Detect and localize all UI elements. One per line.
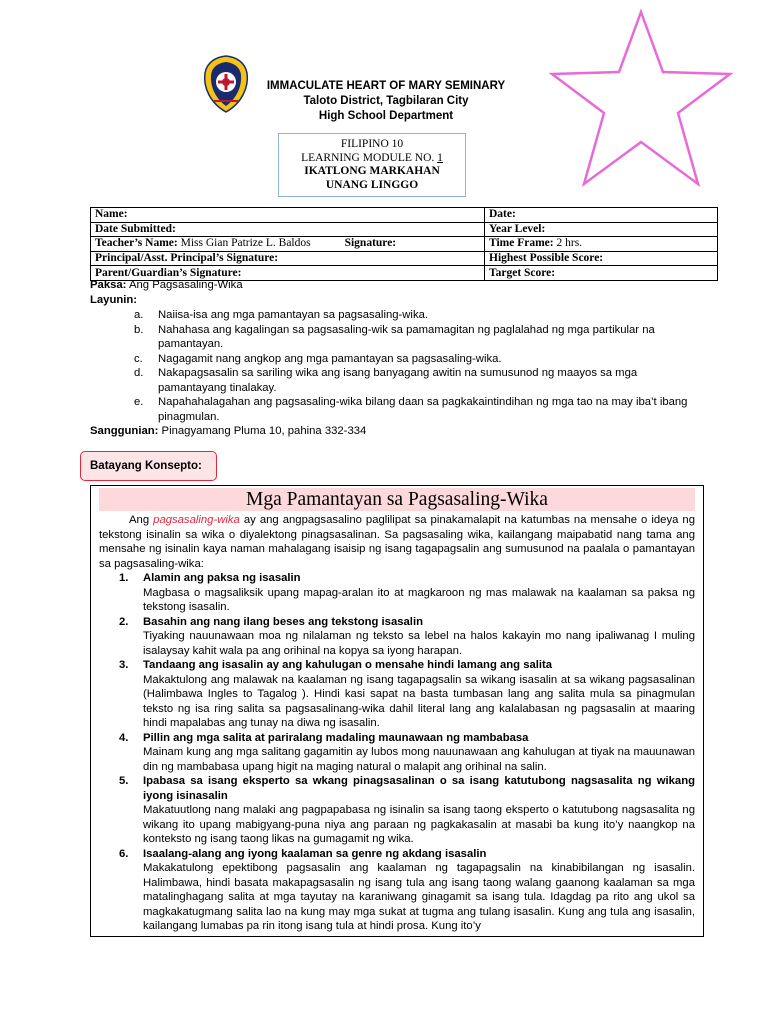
topic-value: Ang Pagsasaling-Wika [126,279,243,291]
item-title: Tandaang ang isasalin ay ang kahulugan o mensahe hindi lamang ang salita [143,659,553,671]
objective-text: Nahahasa ang kagalingan sa pagsasaling-wik sa pamamagitan ng paglalahad ng mga partikular na pamantayan. [158,323,655,350]
objectives-label: Layunin: [90,293,138,306]
name-field[interactable]: Name: [91,208,485,223]
objective-letter: b. [134,323,144,336]
item-number: 2. [119,615,129,628]
intro-rest: ay ang angpagsasalino paglilipat sa pinakamalapit na katumbas na mensahe o ideya ng tekstong isinalin sa wika o diyalektong pinagsasalinan. Sa pagsasaling wika, kailangang maipabatid nang tama ang mensahe ng isinalin kaya naman mahalagang isaisip ng isang tagapagsalin ang sumusunod na paalala o pamantayan sa pagsasaling-wika: [99,514,695,570]
reference-value: Pinagyamang Pluma 10, pahina 332-334 [158,425,367,437]
objective-letter: a. [134,309,144,321]
list-item [99,658,695,731]
date-field[interactable]: Date: [485,208,718,223]
item-title: Alamin ang paksa ng isasalin [143,572,301,584]
intro-highlight: pagsasaling-wika [153,514,240,526]
item-text: Tiyaking nauunawaan moa ng nilalaman ng teksto sa lebel na halos kakayin mo nang ipaliwanag I muling isalaysay kahit wala pa ang orihinal na kopya sa iyong harapan. [143,630,695,657]
school-header [250,79,522,124]
item-title: Basahin ang nang ilang beses ang tekstong isasalin [143,615,423,628]
item-number: 6. [119,847,129,860]
lesson-info [90,278,700,439]
item-text: Makatuutlong nang malaki ang pagpapabasa ng isinalin sa isang taong eksperto o katutubong nagsasalita ng wikang ito upang mabigyang-puna niya ang paraan ng pagkakasalin at masabi ba kung ito’y naangkop na konteksto ng isang taong likas na gumagamit ng wika. [143,804,695,845]
principal-signature-field[interactable]: Principal/Asst. Principal’s Signature: [91,251,485,266]
module-box [278,133,466,197]
objective-text: Napahahalagahan ang pagsasaling-wika bilang daan sa pagkakaintindihan ng mga tao na may iba’t ibang pinagmulan. [158,396,688,423]
teacher-name-field[interactable] [91,237,485,252]
date-submitted-field[interactable]: Date Submitted: [91,222,485,237]
list-item [90,395,700,424]
list-item [90,308,700,323]
topic-line [90,278,700,293]
list-item [99,615,695,659]
list-item [99,731,695,775]
school-seal-icon [202,55,250,113]
list-item [90,323,700,352]
concept-intro [99,513,695,571]
info-table [90,207,718,281]
objectives-list [90,308,700,424]
module-prefix: LEARNING MODULE NO. [301,151,438,164]
reference-line [90,424,700,439]
objective-letter: c. [134,352,143,365]
concept-title: Mga Pamantayan sa Pagsasaling-Wika [99,488,695,511]
table-row [91,222,718,237]
objective-letter: e. [134,396,144,408]
item-text: Makaktulong ang malawak na kaalaman ng isang tagapagsalin sa wikang isasalin at sa wikang pagsasalinan (Halimbawa Ingles to Tagalog ). Hindi kasi sapat na basta tumbasan lang ang salita mula sa pinagmulan teksto ng isa ring salita sa pagsasalinang-wika dahil literal lang ang kalalabasan ng pagsasalin at maaring hindi mapalabas ang tunay na diwa ng isasalin. [143,673,695,729]
star-outline-icon [548,8,734,192]
year-level-field[interactable]: Year Level: [485,222,718,237]
list-item [90,352,700,367]
time-frame-field[interactable] [485,237,718,252]
module-number: 1 [437,151,443,164]
school-name: IMMACULATE HEART OF MARY SEMINARY [266,80,506,92]
school-department: High School Department [318,110,454,122]
time-frame-label: Time Frame: [489,237,554,250]
objective-text: Nagagamit nang angkop ang mga pamantayan sa pagsasaling-wika. [158,352,502,365]
teacher-label: Teacher’s Name: [95,237,178,250]
table-row [91,251,718,266]
objective-text: Naiisa-isa ang mga pamantayan sa pagsasaling-wika. [158,309,429,321]
item-text: Magbasa o magsaliksik upang mapag-aralan ito at magkaroon ng mas malawak na kaalaman sa paksa ng tekstong isasalin. [143,586,695,613]
table-row [91,208,718,223]
topic-label: Paksa: [90,279,127,291]
table-row [91,237,718,252]
signature-label: Signature: [344,237,397,250]
objective-letter: d. [134,367,144,379]
item-title: Isaalang-alang ang iyong kaalaman sa genre ng akdang isasalin [143,847,487,860]
item-number: 1. [119,572,129,584]
teacher-value: Miss Gian Patrize L. Baldos [177,237,311,250]
concept-box [90,485,704,937]
item-number: 3. [119,659,129,671]
target-score-field[interactable]: Target Score: [485,266,718,281]
highest-score-field[interactable]: Highest Possible Score: [485,251,718,266]
reference-label: Sanggunian: [90,425,159,437]
list-item [99,571,695,615]
objective-text: Nakapagsasalin sa sariling wika ang isang banyagang awitin na sumusunod ng maayos sa mga pamantayang tinalakay. [158,367,638,394]
module-week: UNANG LINGGO [325,178,419,191]
intro-start: Ang [129,514,154,526]
parent-signature-field[interactable]: Parent/Guardian’s Signature: [91,266,485,281]
school-address: Taloto District, Tagbilaran City [303,95,469,107]
list-item [99,847,695,934]
list-item [90,366,700,395]
item-title: Ipabasa sa isang eksperto sa wkang pinagsasalinan o sa isang katutubong nagsasalita ng wikang iyong isinasalin [143,775,695,802]
item-text: Mainam kung ang mga salitang gagamitin ay lubos mong nauunawaan ang kahulugan at tiyak na mauunawan din ng mambabasa upang higit na maging natural o malapit ang orihinal na salin. [143,746,695,773]
item-title: Pillin ang mga salita at pariralang madaling maunawaan ng mambabasa [143,731,529,744]
item-text: Makakatulong epektibong pagsasalin ang kaalaman ng tagapagsalin na kinabibilangan ng isasalin. Halimbawa, hindi basata makapagsasalin ng isang tula ang isang taong walang gaanong kaalaman sa mga matalinghagang salita at mga tayutay na karaniwang ginagamit sa isang tula. Idagdag pa rito ang ukol sa magkakatugmang salita lao na kung may mga sukat at tugma ang tulang isasalin. Kung ang tula ang isasalin, kailangang lumabas pa rin itong isang tula at hindi prosa. Kung ito’y [143,862,695,932]
time-frame-value: 2 hrs. [553,237,583,250]
module-number-line [279,152,465,166]
item-number: 4. [119,731,129,744]
module-quarter: IKATLONG MARKAHAN [304,165,440,177]
item-number: 5. [119,775,129,787]
module-subject: FILIPINO 10 [340,138,404,150]
list-item [99,774,695,847]
concept-tab: Batayang Konsepto: [80,451,217,481]
